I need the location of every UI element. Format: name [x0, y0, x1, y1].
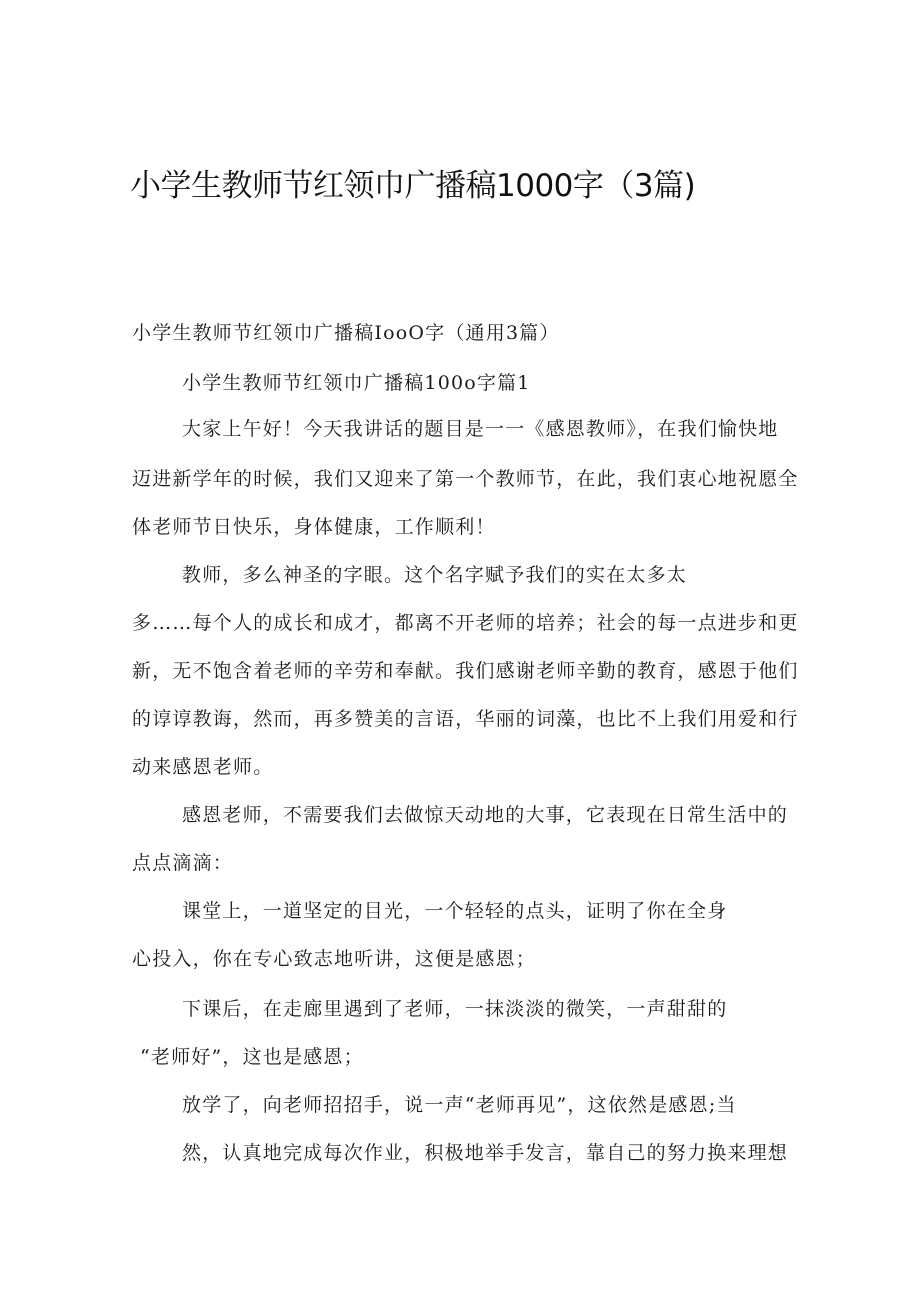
paragraph-line: “老师好”，这也是感恩；: [140, 1046, 364, 1068]
paragraph-line: 教师，多么神圣的字眼。这个名字赋予我们的实在太多太: [182, 564, 688, 586]
paragraph-line: 心投入，你在专心致志地听讲，这便是感恩；: [132, 948, 537, 970]
paragraph-line: 课堂上，一道坚定的目光，一个轻轻的点头，证明了你在全身: [182, 900, 728, 922]
paragraph-line: 动来感恩老师。: [132, 756, 274, 778]
paragraph-line: 体老师节日快乐，身体健康，工作顺利！: [132, 516, 496, 538]
paragraph-line: 的谆谆教诲，然而，再多赞美的言语，华丽的词藻，也比不上我们用爱和行: [132, 708, 799, 730]
paragraph-line: 感恩老师，不需要我们去做惊天动地的大事，它表现在日常生活中的: [182, 804, 789, 826]
subtitle-line: 小学生教师节红领巾广播稿IooO字（通用3篇）: [132, 322, 560, 344]
paragraph-line: 多……每个人的成长和成才，都离不开老师的培养；社会的每一点进步和更: [132, 612, 799, 634]
paragraph-line: 迈进新学年的时候，我们又迎来了第一个教师节，在此，我们衷心地祝愿全: [132, 468, 799, 490]
paragraph-line: 点点滴滴：: [132, 852, 234, 874]
section-heading: 小学生教师节红领巾广播稿100o字篇1: [182, 372, 531, 394]
paragraph-line: 放学了，向老师招招手，说一声“老师再见”，这依然是感恩;当: [182, 1094, 737, 1116]
paragraph-line: 下课后，在走廊里遇到了老师，一抹淡淡的微笑，一声甜甜的: [182, 998, 728, 1020]
paragraph-line: 大家上午好！今天我讲话的题目是一一《感恩教师》，在我们愉快地: [182, 418, 779, 440]
document-title: 小学生教师节红领巾广播稿1000字（3篇): [130, 168, 696, 204]
paragraph-line: 然，认真地完成每次作业，积极地举手发言，靠自己的努力换来理想: [182, 1142, 789, 1164]
paragraph-line: 新，无不饱含着老师的辛劳和奉献。我们感谢老师辛勤的教育，感恩于他们: [132, 660, 799, 682]
